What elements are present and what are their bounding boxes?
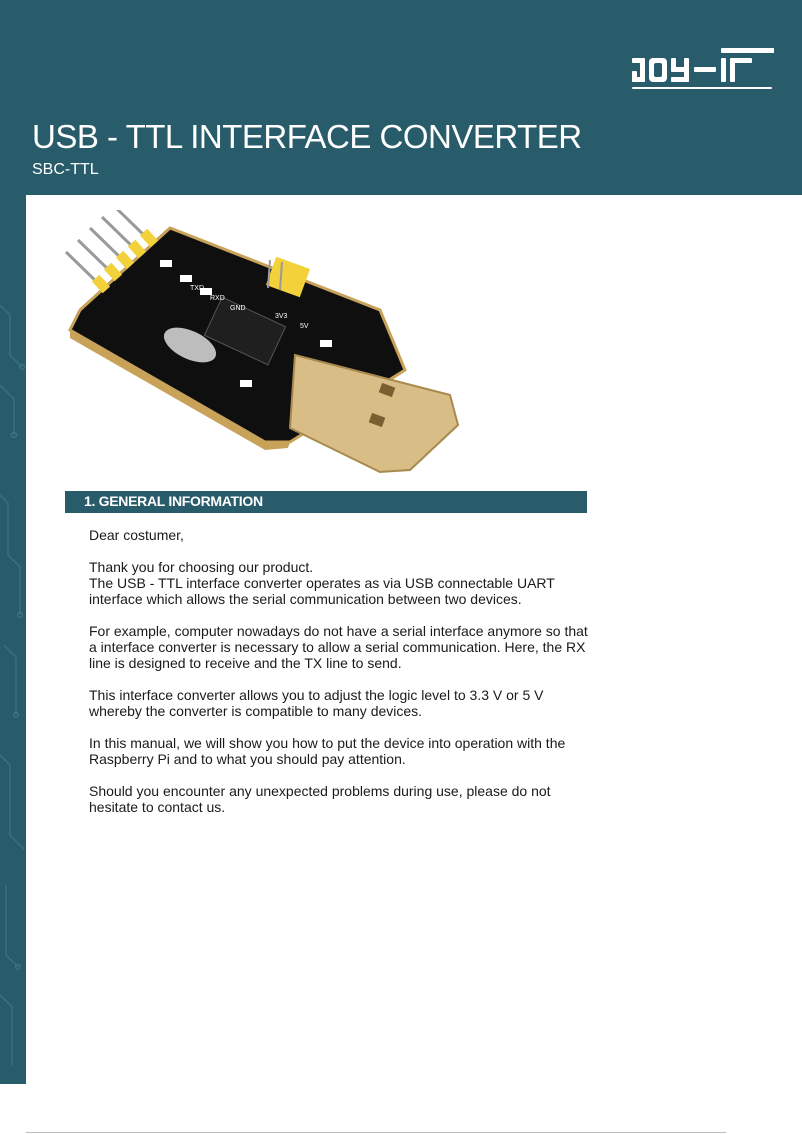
board-label-5v: 5V — [300, 323, 309, 330]
usb-ttl-converter-image — [60, 210, 500, 475]
board-label-3v3: 3V3 — [275, 313, 288, 320]
circuit-traces — [0, 195, 26, 1084]
circuit-decoration-strip — [0, 195, 26, 1084]
greeting: Dear costumer, — [89, 527, 184, 543]
footer-divider — [26, 1132, 726, 1133]
intro-line-2: The USB - TTL interface converter operates as via USB connectable UART interface which allows the serial communication between two devices. — [89, 575, 555, 607]
intro-paragraph — [89, 559, 589, 607]
document-subtitle: SBC-TTL — [32, 161, 99, 178]
serial-paragraph: For example, computer nowadays do not have a serial interface anymore so that a interface converter is necessary to allow a serial communication. Here, the RX line is designed to receive and the TX line to send. — [89, 623, 588, 671]
manual-paragraph: In this manual, we will show you how to put the device into operation with the Raspberry Pi and to what you should pay attention. — [89, 735, 566, 767]
document-title: USB - TTL INTERFACE CONVERTER — [32, 118, 582, 155]
intro-line-1: Thank you for choosing our product. — [89, 559, 314, 575]
board-label-txd: TXD — [190, 285, 204, 292]
board-label-gnd: GND — [230, 305, 246, 312]
section-header-bar — [65, 491, 587, 513]
general-information-body — [89, 527, 589, 831]
page-header — [0, 0, 802, 195]
section-title: 1. GENERAL INFORMATION — [84, 493, 263, 509]
contact-paragraph: Should you encounter any unexpected problems during use, please do not hesitate to contact us. — [89, 783, 551, 815]
board-label-rxd: RXD — [210, 295, 225, 302]
logic-level-paragraph: This interface converter allows you to adjust the logic level to 3.3 V or 5 V whereby the converter is compatible to many devices. — [89, 687, 544, 719]
joy-it-logo — [632, 48, 774, 94]
